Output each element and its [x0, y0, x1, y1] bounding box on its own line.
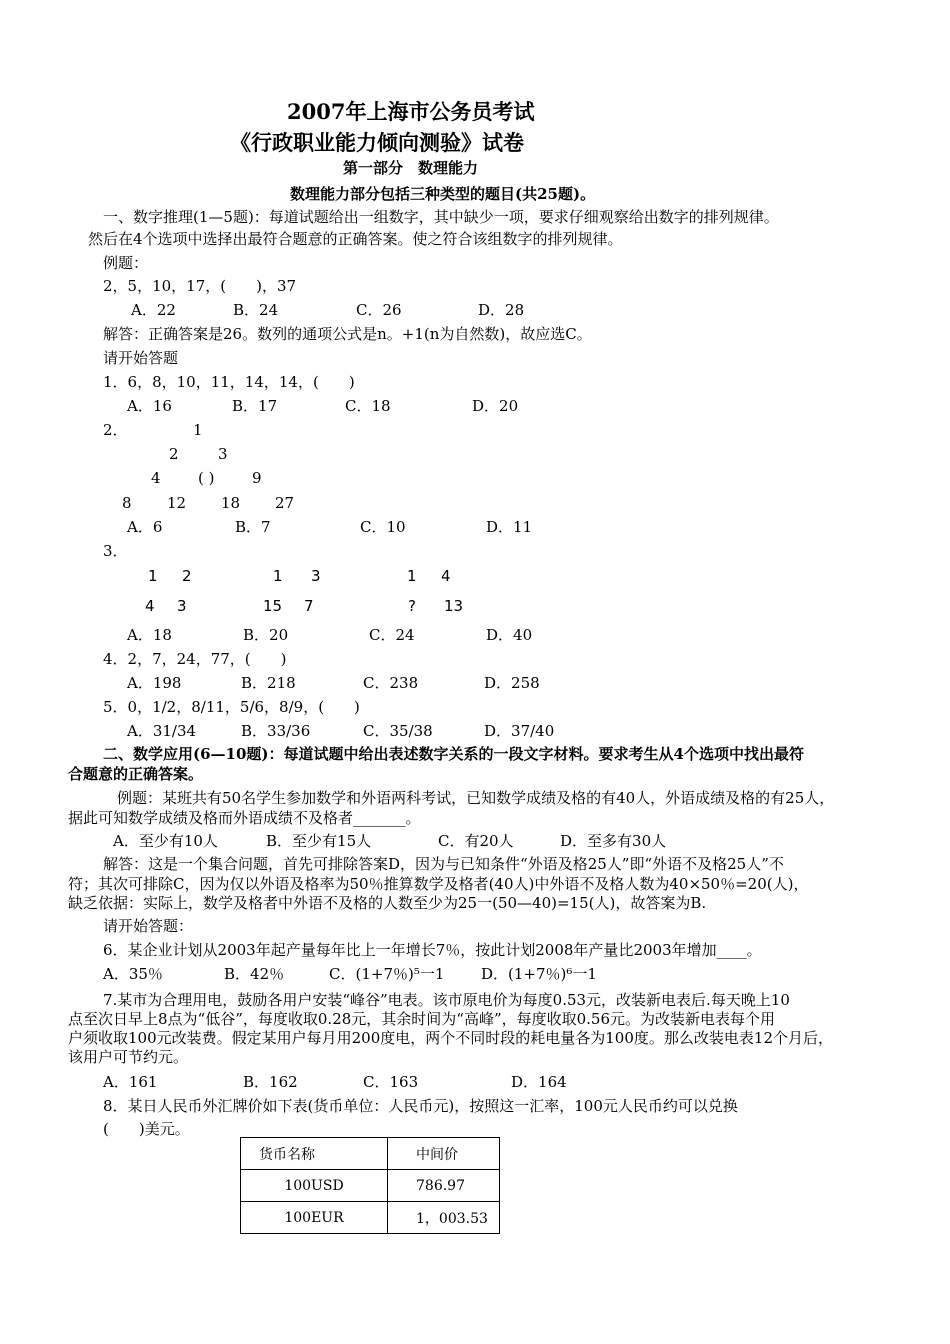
q2-triangle-number: 18 — [221, 494, 241, 512]
question-1: 1．6，8，10，11，14，14，( ) — [103, 373, 355, 391]
section2-desc-2: 合题意的正确答案。 — [68, 765, 204, 783]
q3-option-c: C．24 — [369, 626, 415, 644]
q1-option-d: D．20 — [472, 397, 519, 415]
exam-subtitle: 《行政职业能力倾向测验》试卷 — [230, 130, 524, 155]
q2-triangle-number: 27 — [275, 494, 295, 512]
q3-grid-unknown: ? — [408, 597, 416, 615]
s2-example-option-d: D．至多有30人 — [560, 832, 667, 850]
q2-triangle-number: 9 — [252, 469, 262, 487]
q5-option-b: B．33/36 — [241, 722, 311, 740]
q3-grid-number: 13 — [444, 597, 464, 615]
q3-grid-number: 2 — [182, 567, 192, 585]
s2-answer-2: 符；其次可排除C，因为仅以外语及格率为50％推算数学及格者(40人)中外语不及格人数为40×50％=20(人)， — [68, 875, 809, 893]
table-header-currency: 货币名称 — [241, 1138, 388, 1170]
q2-triangle-number: 2 — [169, 445, 179, 463]
s2-example-option-c: C．有20人 — [438, 832, 514, 850]
question-4: 4．2，7，24，77，( ) — [103, 650, 287, 668]
q5-option-c: C．35/38 — [363, 722, 433, 740]
s2-example-2: 据此可知数学成绩及格而外语成绩不及格者_______。 — [68, 809, 421, 827]
q4-option-a: A．198 — [127, 674, 182, 692]
section1-desc-1: 一、数字推理(1—5题)：每道试题给出一组数字，其中缺少一项，要求仔细观察给出数字的排列规律。 — [103, 208, 779, 226]
question-5: 5．0，1/2，8/11，5/6，8/9，( ) — [103, 698, 360, 716]
s2-example-option-b: B．至少有15人 — [266, 832, 372, 850]
example-label: 例题： — [103, 254, 149, 272]
q3-option-a: A．18 — [127, 626, 172, 644]
q1-option-b: B．17 — [232, 397, 278, 415]
q3-grid-number: 1 — [407, 567, 417, 585]
table-cell-rate: 1，003.53 — [388, 1202, 500, 1234]
example-option-a: A．22 — [131, 301, 176, 319]
q3-grid-number: 1 — [148, 567, 158, 585]
s2-example-1: 例题：某班共有50名学生参加数学和外语两科考试，已知数学成绩及格的有40人，外语成绩及格的有25人， — [117, 789, 835, 807]
s2-example-option-a: A．至少有10人 — [113, 832, 218, 850]
q2-option-a: A．6 — [127, 518, 163, 536]
question-7-line-1: 7.某市为合理用电，鼓励各用户安装“峰谷”电表。该市原电价为每度0.53元，改装新电表后.每天晚上10 — [103, 991, 790, 1009]
table-row — [241, 1170, 500, 1202]
q3-grid-number: 4 — [145, 597, 155, 615]
q1-option-a: A．16 — [127, 397, 172, 415]
q6-option-d: D．(1+7％)⁶一1 — [481, 965, 597, 983]
question-7-line-4: 该用户可节约元。 — [68, 1048, 189, 1066]
example-sequence: 2，5，10，17，( )，37 — [103, 277, 297, 295]
q2-triangle-number: 12 — [167, 494, 187, 512]
start-prompt-1: 请开始答题 — [103, 349, 179, 367]
table-cell-currency: 100USD — [241, 1170, 388, 1202]
q2-triangle-number: 1 — [193, 421, 203, 439]
q2-option-d: D．11 — [486, 518, 533, 536]
q7-option-d: D．164 — [511, 1073, 567, 1091]
q2-triangle-number: 8 — [122, 494, 132, 512]
q3-grid-number: 15 — [263, 597, 283, 615]
question-7-line-3: 户须收取100元改装费。假定某用户每月用200度电，两个不同时段的耗电量各为100度。那么改装电表12个月后， — [68, 1029, 833, 1047]
q7-option-c: C．163 — [363, 1073, 419, 1091]
q6-option-a: A．35％ — [103, 965, 163, 983]
table-cell-currency: 100EUR — [241, 1202, 388, 1234]
q3-grid-number: 7 — [304, 597, 314, 615]
s2-answer-1: 解答：这是一个集合问题，首先可排除答案D，因为与已知条件“外语及格25人”即“外语不及格25人”不 — [103, 855, 784, 873]
q5-option-d: D．37/40 — [484, 722, 555, 740]
q4-option-b: B．218 — [241, 674, 296, 692]
example-option-c: C．26 — [356, 301, 402, 319]
table-cell-rate: 786.97 — [388, 1170, 500, 1202]
table-row — [241, 1202, 500, 1234]
q7-option-b: B．162 — [243, 1073, 298, 1091]
section2-desc-1: 二、数学应用(6—10题)：每道试题中给出表述数字关系的一段文字材料。要求考生从4个选项中找出最符 — [103, 745, 804, 763]
q7-option-a: A．161 — [103, 1073, 158, 1091]
q4-option-d: D．258 — [484, 674, 540, 692]
q3-grid-number: 3 — [311, 567, 321, 585]
question-2: 2． — [103, 421, 128, 439]
q1-option-c: C．18 — [345, 397, 391, 415]
q6-option-c: C．(1+7％)⁵一1 — [329, 965, 445, 983]
q3-grid-number: 1 — [273, 567, 283, 585]
exam-title: 2007年上海市公务员考试 — [287, 99, 535, 124]
q5-option-a: A．31/34 — [127, 722, 197, 740]
q4-option-c: C．238 — [363, 674, 419, 692]
question-8-line-2: ( )美元。 — [103, 1120, 190, 1138]
table-header-row — [241, 1138, 500, 1170]
q6-option-b: B．42％ — [224, 965, 285, 983]
q2-triangle-number: 4 — [151, 469, 161, 487]
section1-desc-2: 然后在4个选项中选择出最符合题意的正确答案。使之符合该组数字的排列规律。 — [88, 230, 623, 248]
example-option-d: D．28 — [478, 301, 525, 319]
q2-triangle-blank: ( ) — [198, 469, 215, 487]
q2-triangle-number: 3 — [218, 445, 228, 463]
question-8-line-1: 8．某日人民币外汇牌价如下表(货币单位：人民币元)，按照这一汇率，100元人民币约可以兑换 — [103, 1097, 738, 1115]
s2-answer-3: 缺乏依据：实际上，数学及格者中外语不及格的人数至少为25一(50—40)=15(人)，故答案为B. — [68, 894, 707, 912]
table-header-rate: 中间价 — [388, 1138, 500, 1170]
part-heading: 第一部分 数理能力 — [343, 159, 479, 177]
example-answer: 解答：正确答案是26。数列的通项公式是n。+1(n为自然数)，故应选C。 — [103, 325, 592, 343]
question-3: 3． — [103, 542, 128, 560]
q2-option-b: B．7 — [235, 518, 271, 536]
question-6: 6．某企业计划从2003年起产量每年比上一年增长7％，按此计划2008年产量比2003年增加____。 — [103, 941, 762, 959]
q2-option-c: C．10 — [360, 518, 406, 536]
q3-grid-number: 4 — [441, 567, 451, 585]
q3-option-d: D．40 — [486, 626, 533, 644]
q3-grid-number: 3 — [177, 597, 187, 615]
exchange-rate-table — [240, 1137, 500, 1234]
question-7-line-2: 点至次日早上8点为“低谷”，每度收取0.28元，其余时间为“高峰”，每度收取0.56元。为改装新电表每个用 — [68, 1010, 776, 1028]
example-option-b: B．24 — [233, 301, 279, 319]
q3-option-b: B．20 — [243, 626, 289, 644]
start-prompt-2: 请开始答题： — [103, 917, 194, 935]
part-intro: 数理能力部分包括三种类型的题目(共25题)。 — [290, 185, 596, 203]
